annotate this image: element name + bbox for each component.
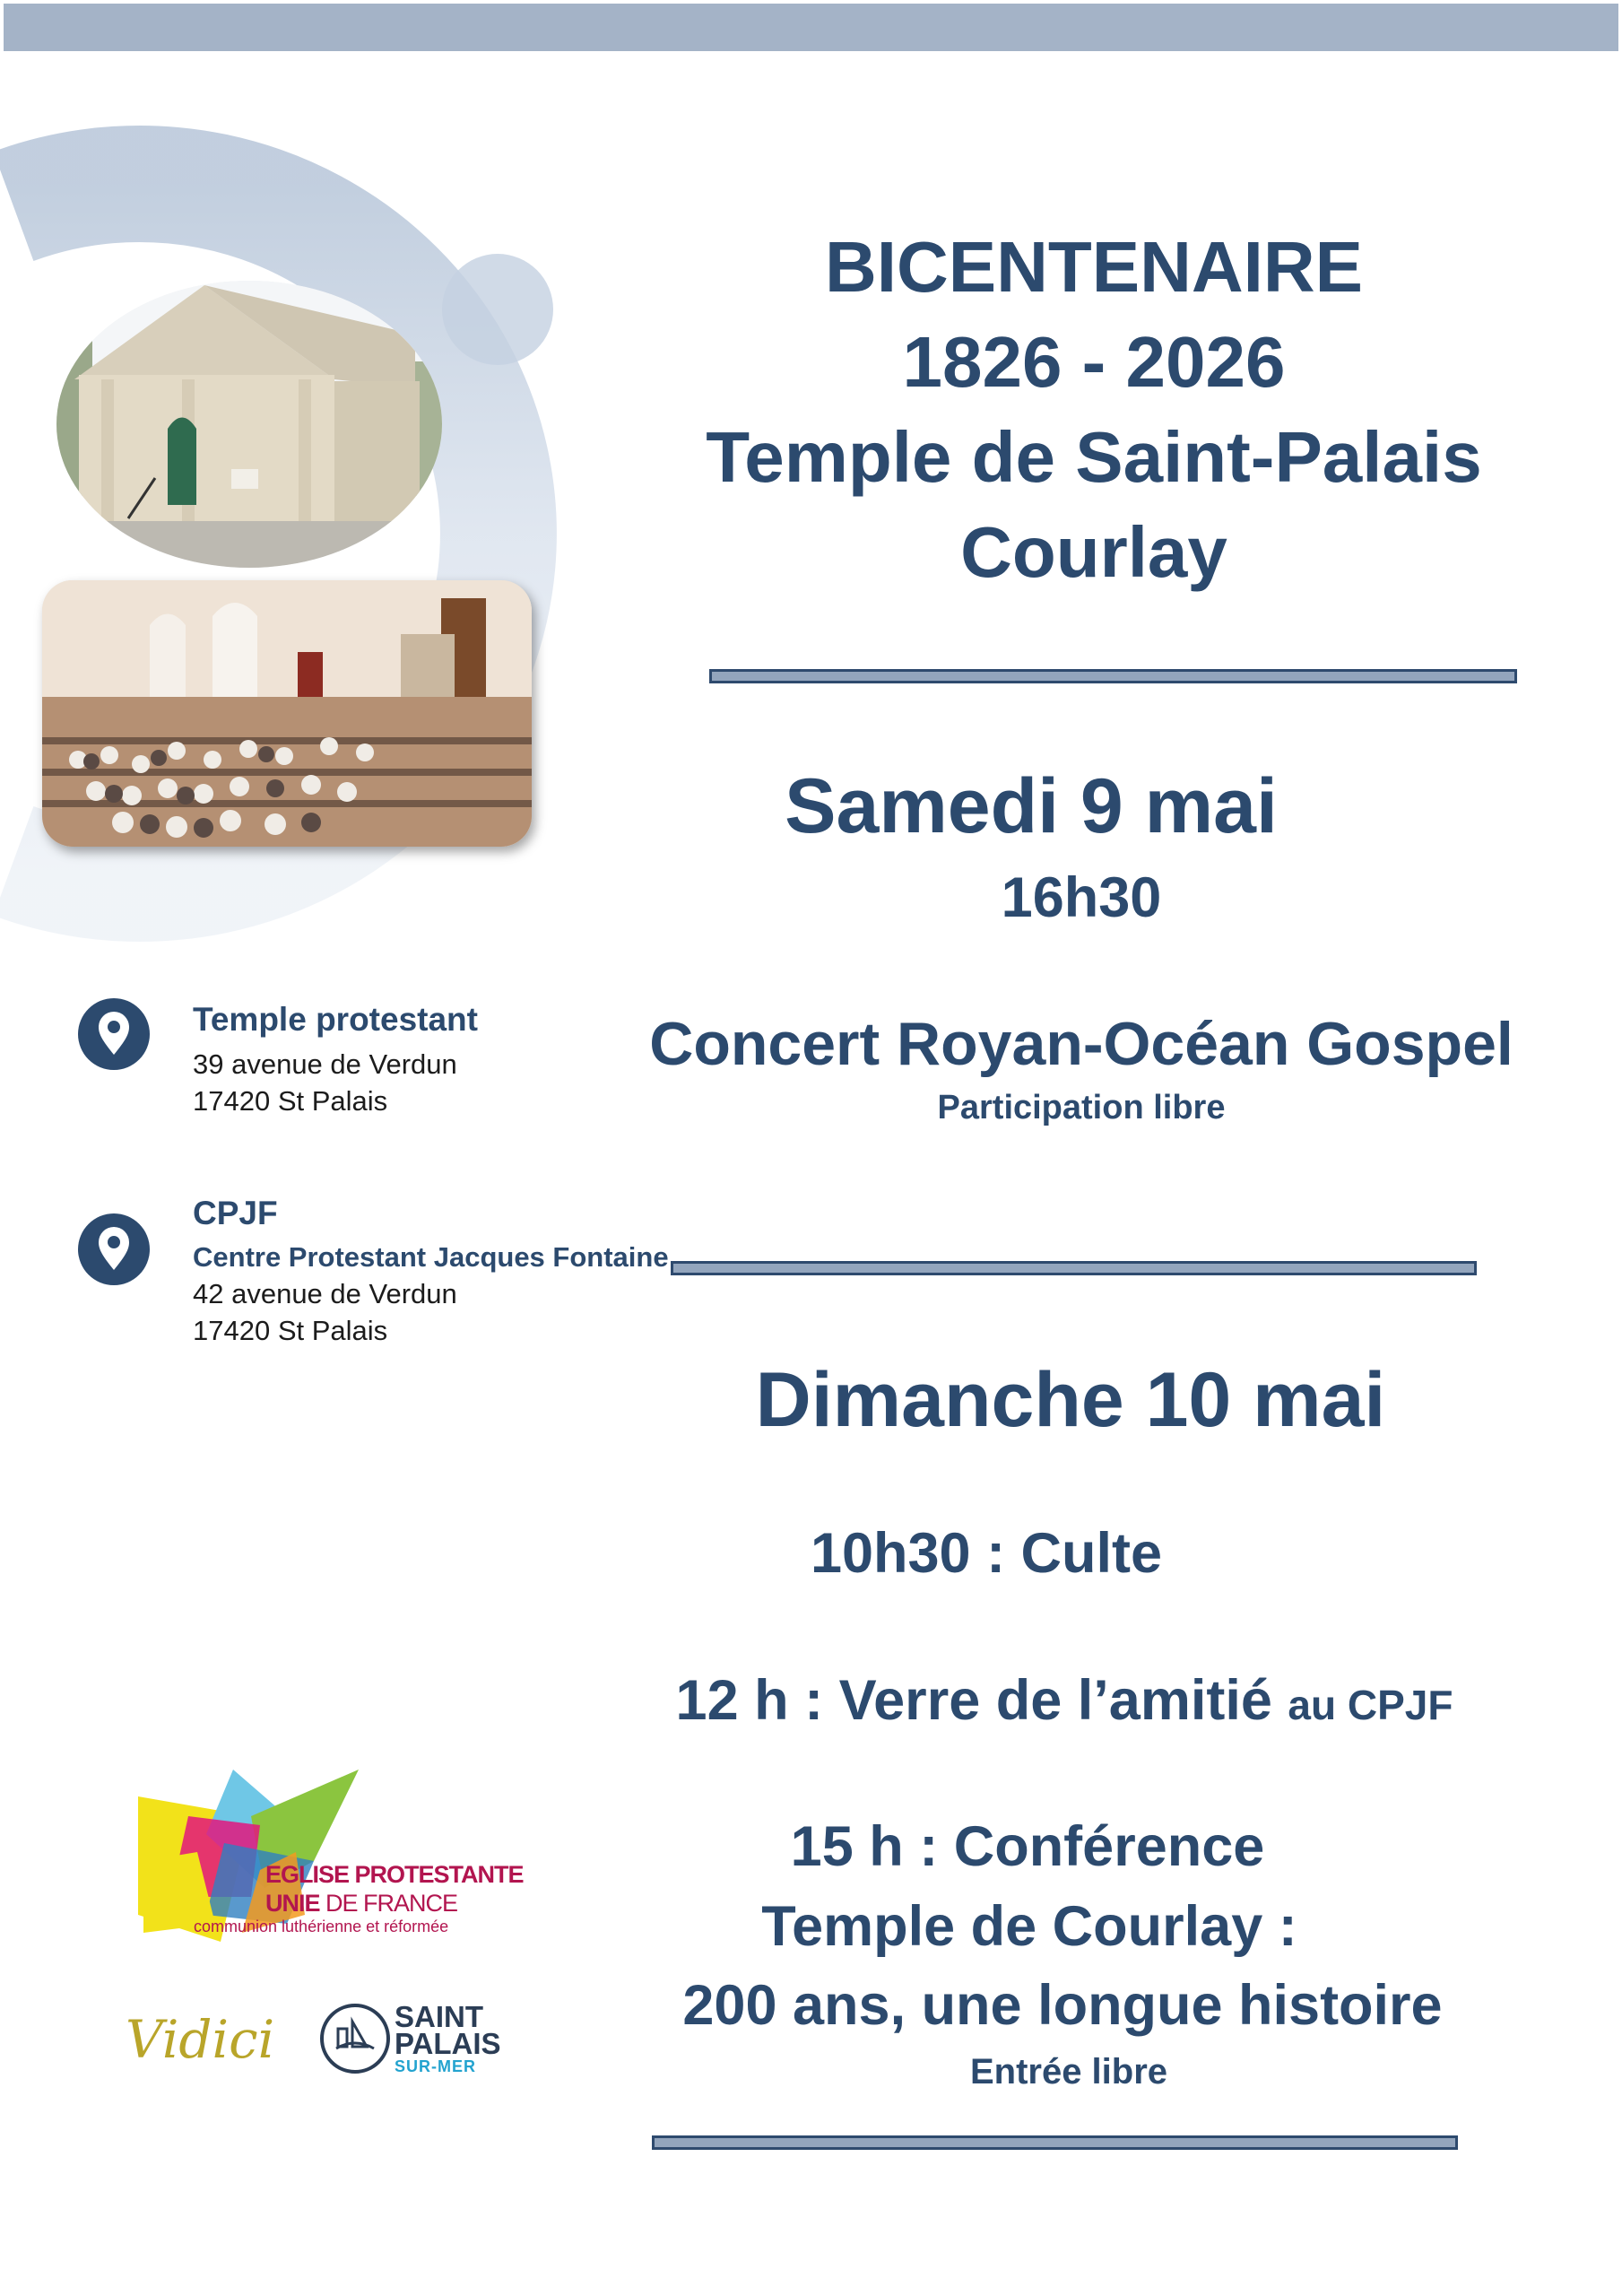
divider xyxy=(709,669,1517,683)
location-address: 39 avenue de Verdun xyxy=(193,1048,457,1080)
conference-time: 15 h : Conférence xyxy=(790,1815,1265,1878)
conference-note: Entrée libre xyxy=(969,2052,1168,2092)
saturday-date: Samedi 9 mai xyxy=(785,763,1278,849)
location-subtitle: Centre Protestant Jacques Fontaine xyxy=(193,1241,669,1273)
saint-palais-logo-text xyxy=(395,2000,501,2060)
saint-palais-emblem xyxy=(318,2002,392,2075)
epudf-name-2a: UNIE xyxy=(265,1890,320,1917)
saint-palais-line-1: SAINT xyxy=(395,2000,483,2033)
location-name: Temple protestant xyxy=(193,1001,478,1038)
location-city: 17420 St Palais xyxy=(193,1085,388,1117)
location-pin-icon xyxy=(75,1211,152,1288)
epudf-name-2 xyxy=(265,1890,457,1918)
poster-title xyxy=(646,220,1542,600)
epudf-name-2b: DE FRANCE xyxy=(319,1890,458,1917)
reception-place: au CPJF xyxy=(1288,1682,1453,1728)
conference-title: Temple de Courlay : xyxy=(761,1895,1297,1958)
divider xyxy=(652,2135,1458,2150)
reception-main: 12 h : Verre de l’amitié xyxy=(675,1669,1272,1732)
concert-note: Participation libre xyxy=(937,1089,1226,1126)
location-pin-icon xyxy=(75,996,152,1073)
divider xyxy=(671,1261,1477,1275)
location-name: CPJF xyxy=(193,1195,278,1231)
sunday-date: Dimanche 10 mai xyxy=(755,1357,1386,1443)
temple-interior-photo xyxy=(42,580,532,847)
saturday-time: 16h30 xyxy=(1001,866,1162,929)
vidici-logo: Vidici xyxy=(126,2009,275,2070)
worship-line: 10h30 : Culte xyxy=(810,1522,1163,1585)
title-line: Temple de Saint-Palais xyxy=(706,417,1482,497)
title-line: 1826 - 2026 xyxy=(902,322,1286,402)
location-city: 17420 St Palais xyxy=(193,1315,388,1346)
saint-palais-line-2: PALAIS xyxy=(395,2027,501,2060)
epudf-tagline: communion luthérienne et réformée xyxy=(194,1918,449,1935)
title-line: BICENTENAIRE xyxy=(824,227,1364,307)
concert-title: Concert Royan-Océan Gospel xyxy=(649,1010,1514,1078)
conference-subtitle: 200 ans, une longue histoire xyxy=(682,1974,1443,2037)
temple-exterior-photo xyxy=(56,281,442,568)
epudf-name-1: EGLISE PROTESTANTE xyxy=(265,1861,524,1888)
reception-line xyxy=(616,1668,1513,1733)
title-line: Courlay xyxy=(960,512,1227,592)
location-address: 42 avenue de Verdun xyxy=(193,1278,457,1309)
saint-palais-line-3: SUR-MER xyxy=(395,2057,476,2075)
